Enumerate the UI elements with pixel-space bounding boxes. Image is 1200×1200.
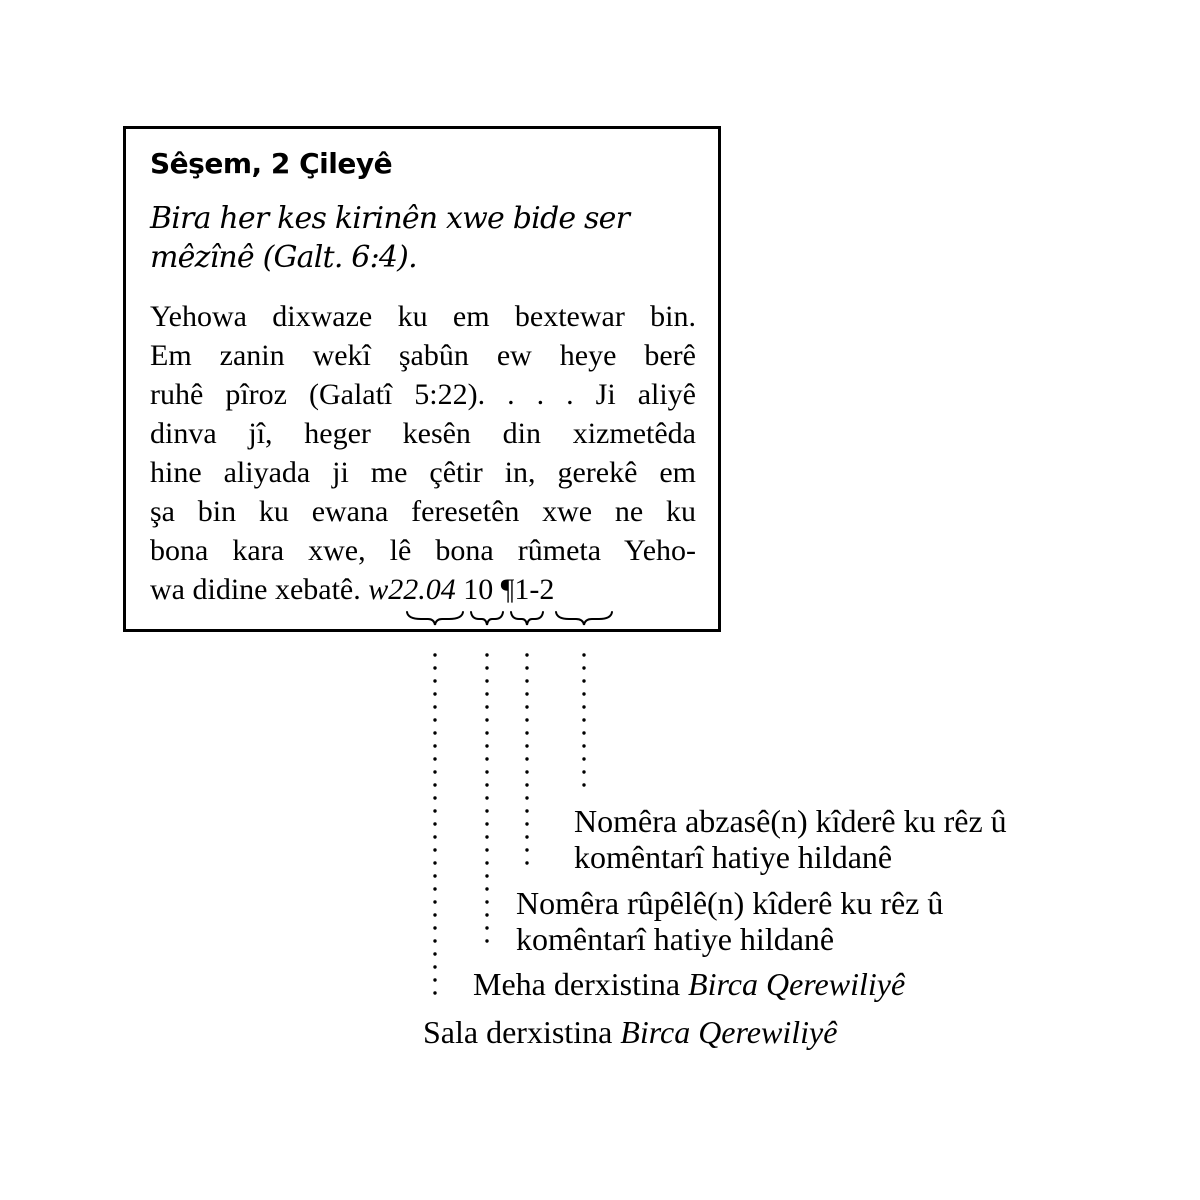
daily-text-card bbox=[123, 126, 721, 632]
reference-page: 10 bbox=[463, 573, 494, 606]
label-page-number bbox=[516, 885, 943, 957]
label-line: Nomêra abzasê(n) kîderê ku rêz û bbox=[574, 803, 1007, 839]
label-line: komêntarî hatiye hildanê bbox=[516, 921, 835, 957]
label-issue-month bbox=[473, 966, 905, 1002]
body-line-last-text: wa didine xebatê. bbox=[150, 573, 361, 606]
reference-paragraph: ¶1-2 bbox=[500, 573, 555, 606]
body-line-last bbox=[150, 570, 696, 609]
label-publication-name: Birca Qerewiliyê bbox=[620, 1014, 838, 1050]
body-line: Yehowa dixwaze ku em bextewar bin. bbox=[150, 300, 696, 333]
label-line: Nomêra rûpêlê(n) kîderê ku rêz û bbox=[516, 885, 944, 921]
body-line: ruhê pîroz (Galatî 5:22). . . . Ji aliyê bbox=[150, 378, 696, 411]
label-text: Sala derxistina bbox=[423, 1014, 621, 1050]
reference-issue: .04 bbox=[418, 573, 456, 606]
label-text: Meha derxistina bbox=[473, 966, 689, 1002]
daily-text-verse bbox=[150, 199, 698, 277]
daily-text-date: Sêşem, 2 Çileyê bbox=[150, 147, 393, 180]
verse-line: Bira her kes kirinên xwe bide ser bbox=[150, 201, 630, 236]
verse-line: mêzînê (Galt. 6:4). bbox=[150, 240, 417, 275]
body-line: Em zanin wekî şabûn ew heye berê bbox=[150, 339, 696, 372]
reference-year: w22 bbox=[368, 573, 419, 606]
label-issue-year bbox=[423, 1014, 837, 1050]
label-line: komêntarî hatiye hildanê bbox=[574, 839, 893, 875]
label-paragraph-number bbox=[574, 803, 1007, 875]
label-publication-name: Birca Qerewiliyê bbox=[688, 966, 906, 1002]
body-line: bona kara xwe, lê bona rûmeta Yeho- bbox=[150, 534, 696, 567]
daily-text-body bbox=[150, 297, 696, 609]
body-line: hine aliyada ji me çêtir in, gerekê em bbox=[150, 456, 696, 489]
body-line: dinva jî, heger kesên din xizmetêda bbox=[150, 417, 696, 450]
body-line: şa bin ku ewana feresetên xwe ne ku bbox=[150, 495, 696, 528]
